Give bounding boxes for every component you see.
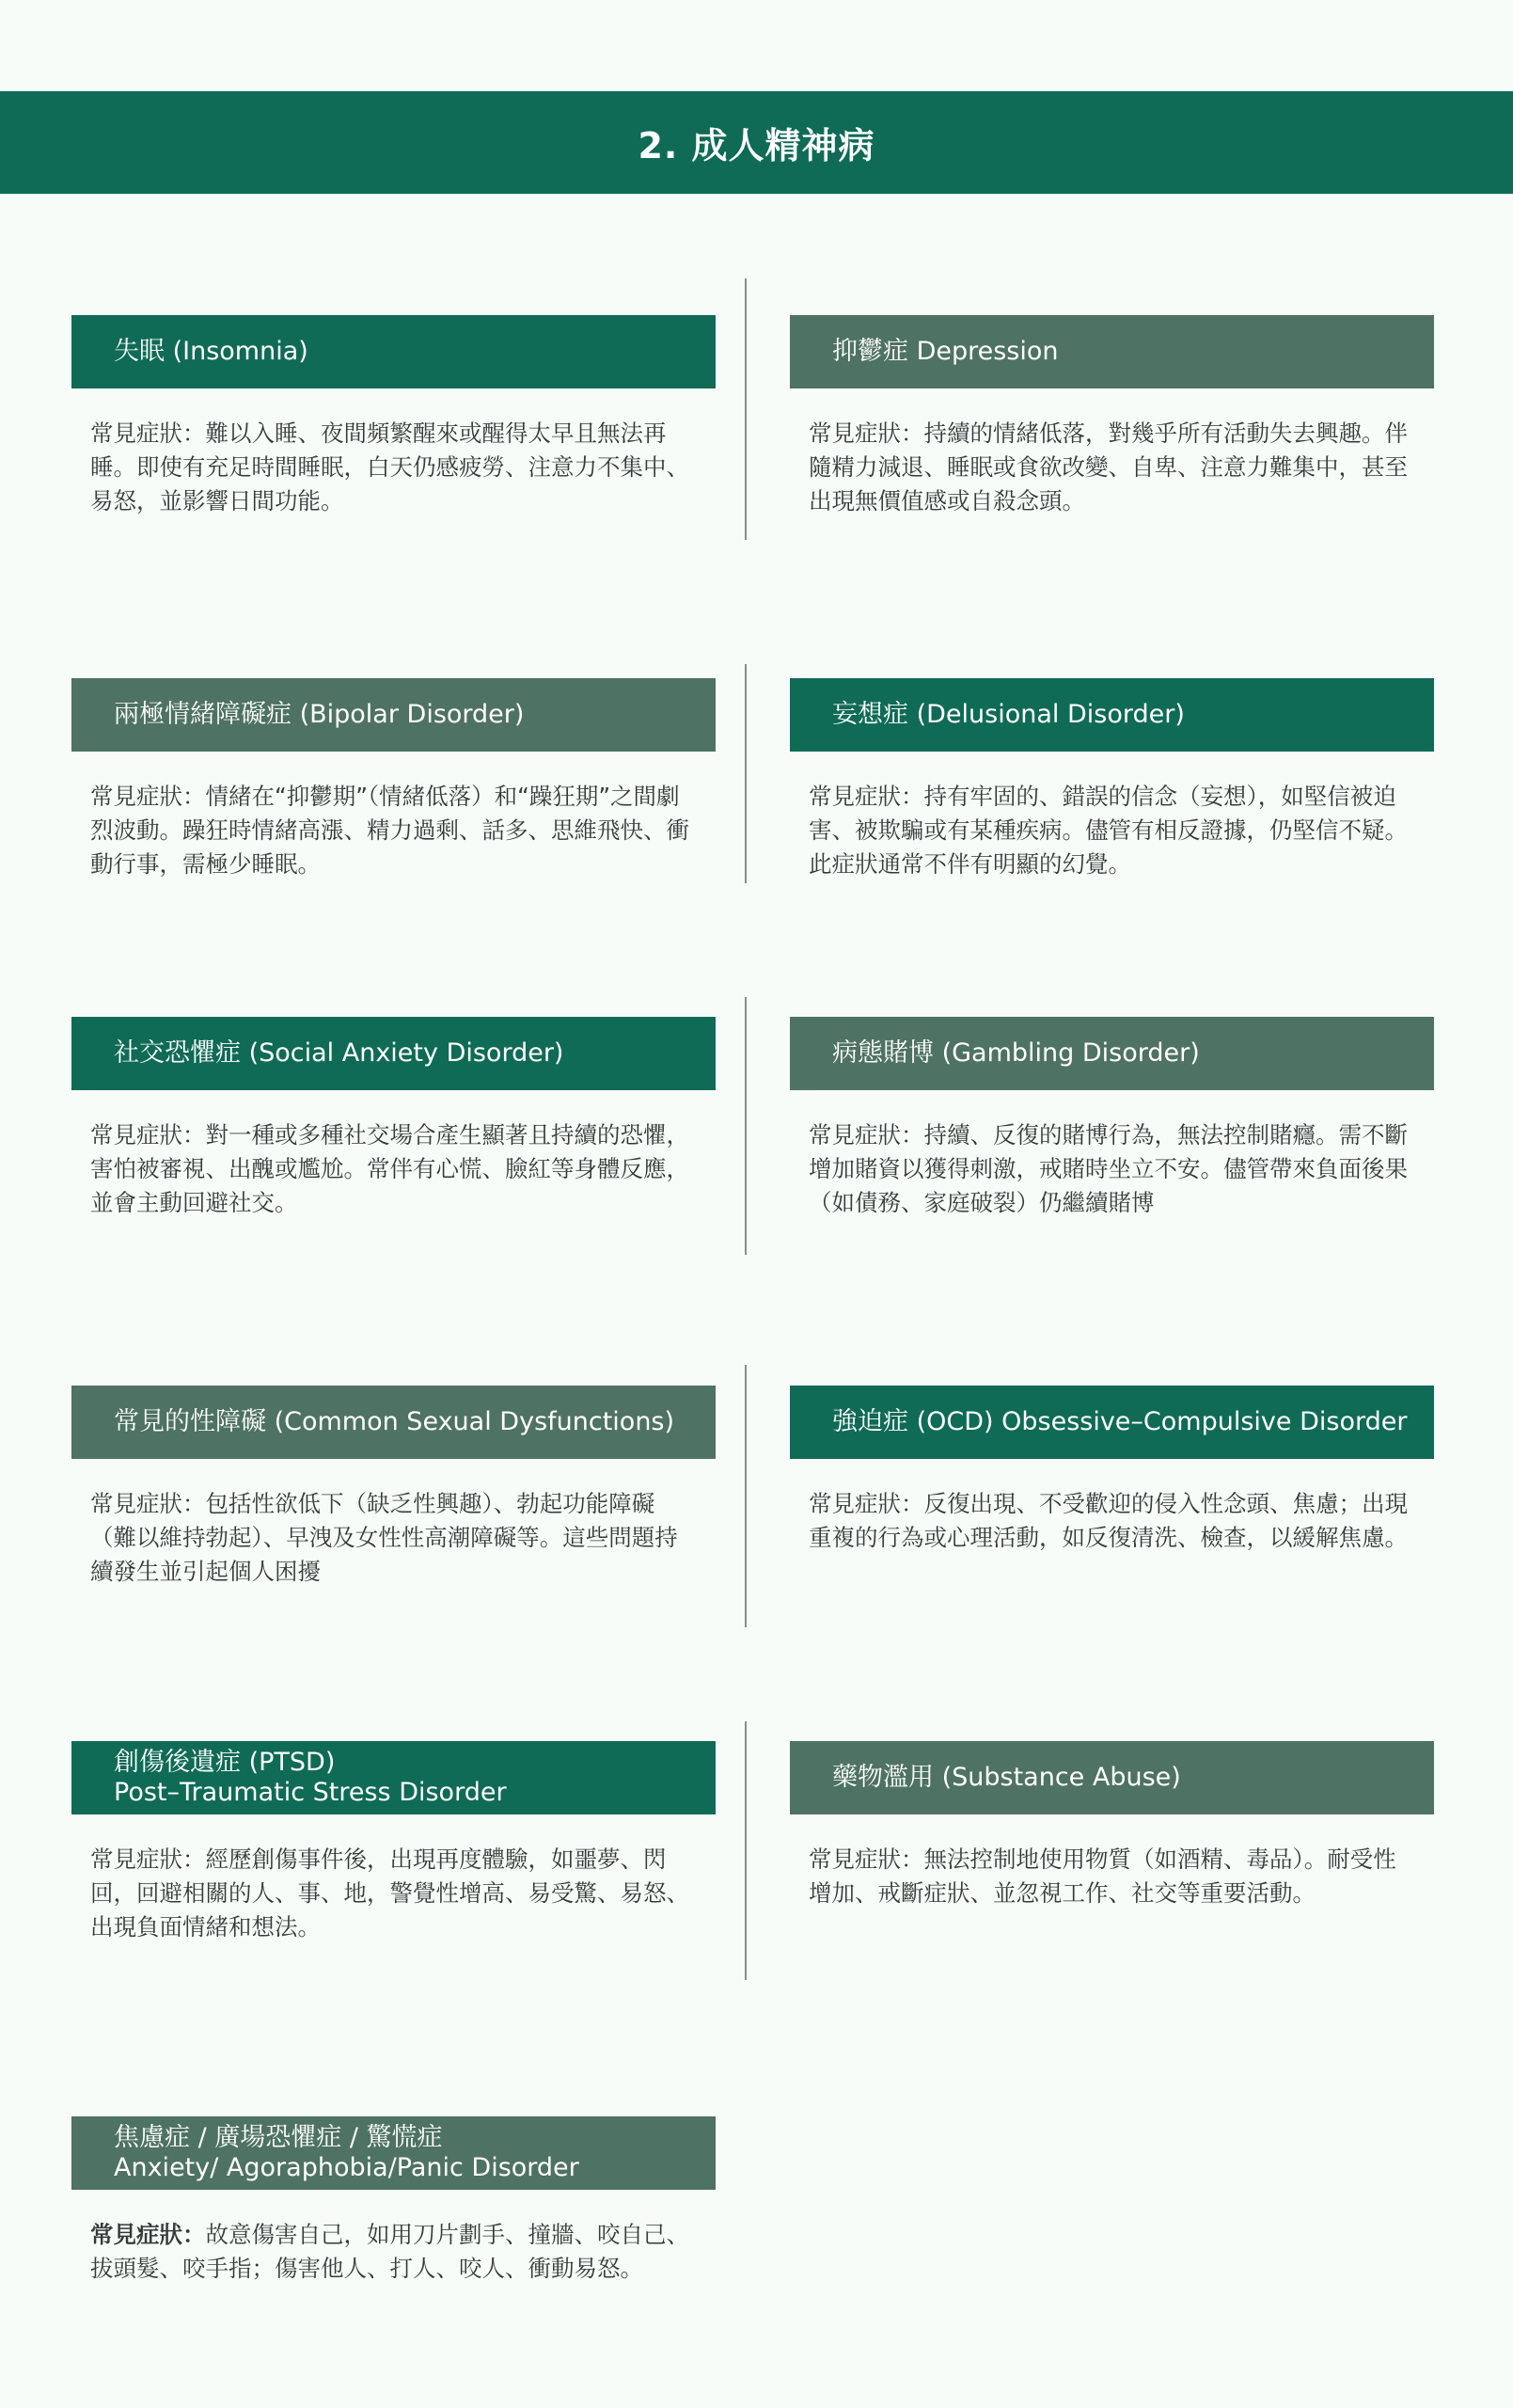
card-header xyxy=(71,2116,716,2190)
symptom-label: 常見症狀： xyxy=(90,1121,206,1149)
card-subtitle: Post–Traumatic Stress Disorder xyxy=(114,1778,507,1807)
card-header xyxy=(71,315,716,388)
column-divider xyxy=(745,997,747,1255)
card-body xyxy=(790,1487,1434,1555)
symptom-label: 常見症狀： xyxy=(90,420,206,447)
card-title: 失眠 (Insomnia) xyxy=(114,337,308,366)
card-body xyxy=(71,2218,716,2286)
card-header xyxy=(71,678,716,752)
symptom-text: 包括性欲低下（缺乏性興趣）、勃起功能障礙（難以維持勃起）、早洩及女性性高潮障礙等。這些問題持續發生並引起個人困擾 xyxy=(90,1490,678,1585)
card-bipolar xyxy=(71,678,716,881)
card-sexual-dysfunctions xyxy=(71,1386,716,1589)
card-body xyxy=(71,1487,716,1589)
card-body xyxy=(790,417,1434,518)
symptom-text: 經歷創傷事件後，出現再度體驗，如噩夢、閃回，回避相關的人、事、地，警覺性增高、易受驚、易怒、出現負面情緒和想法。 xyxy=(90,1846,689,1941)
symptom-text: 無法控制地使用物質（如酒精、毒品）。耐受性增加、戒斷症狀、並忽視工作、社交等重要活動。 xyxy=(809,1846,1396,1907)
card-title: 強迫症 (OCD) Obsessive–Compulsive Disorder xyxy=(832,1407,1408,1436)
section-title: 2. 成人精神病 xyxy=(638,125,875,166)
symptom-label: 常見症狀： xyxy=(809,420,924,447)
symptom-label: 常見症狀： xyxy=(809,783,924,810)
card-header xyxy=(790,1386,1434,1459)
card-body xyxy=(71,780,716,881)
card-body xyxy=(790,780,1434,881)
card-delusional xyxy=(790,678,1434,881)
card-social-anxiety xyxy=(71,1017,716,1220)
card-title: 兩極情緒障礙症 (Bipolar Disorder) xyxy=(114,700,525,729)
card-header xyxy=(71,1017,716,1090)
card-ocd xyxy=(790,1386,1434,1555)
symptom-text: 持續的情緒低落，對幾乎所有活動失去興趣。伴隨精力減退、睡眠或食欲改變、自卑、注意力難集中，甚至出現無價值感或自殺念頭。 xyxy=(809,420,1408,515)
card-anxiety-agoraphobia-panic xyxy=(71,2116,716,2286)
card-title: 社交恐懼症 (Social Anxiety Disorder) xyxy=(114,1038,564,1068)
card-title: 常見的性障礙 (Common Sexual Dysfunctions) xyxy=(114,1407,675,1436)
symptom-label: 常見症狀： xyxy=(809,1490,924,1517)
card-body xyxy=(71,1843,716,1944)
symptom-text: 故意傷害自己，如用刀片劃手、撞牆、咬自己、拔頭髮、咬手指；傷害他人、打人、咬人、衝動易怒。 xyxy=(90,2221,689,2282)
symptom-label: 常見症狀： xyxy=(809,1846,924,1873)
card-header xyxy=(790,1741,1434,1814)
card-body xyxy=(790,1843,1434,1910)
card-title: 藥物濫用 (Substance Abuse) xyxy=(832,1763,1181,1792)
card-substance-abuse xyxy=(790,1741,1434,1910)
card-insomnia xyxy=(71,315,716,518)
column-divider xyxy=(745,1721,747,1980)
symptom-text: 持有牢固的、錯誤的信念（妄想），如堅信被迫害、被欺騙或有某種疾病。儘管有相反證據，仍堅信不疑。此症狀通常不伴有明顯的幻覺。 xyxy=(809,783,1408,878)
card-title: 焦慮症 / 廣場恐懼症 / 驚慌症 xyxy=(114,2123,443,2152)
card-title: 創傷後遺症 (PTSD) xyxy=(114,1748,336,1777)
symptom-label: 常見症狀： xyxy=(90,1490,206,1517)
section-title-banner xyxy=(0,91,1513,194)
card-header xyxy=(790,678,1434,752)
card-body xyxy=(71,1118,716,1220)
card-title: 妄想症 (Delusional Disorder) xyxy=(832,700,1185,729)
card-subtitle: Anxiety/ Agoraphobia/Panic Disorder xyxy=(114,2153,579,2182)
symptom-text: 情緒在“抑鬱期”（情緒低落）和“躁狂期”之間劇烈波動。躁狂時情緒高漲、精力過剩、話多、思維飛快、衝動行事，需極少睡眠。 xyxy=(90,783,689,878)
symptom-label: 常見症狀： xyxy=(90,2221,206,2248)
card-ptsd xyxy=(71,1741,716,1944)
card-header xyxy=(790,1017,1434,1090)
symptom-text: 對一種或多種社交場合產生顯著且持續的恐懼，害怕被審視、出醜或尷尬。常伴有心慌、臉紅等身體反應，並會主動回避社交。 xyxy=(90,1121,689,1216)
card-body xyxy=(790,1118,1434,1220)
card-title: 抑鬱症 Depression xyxy=(832,337,1059,366)
card-depression xyxy=(790,315,1434,518)
column-divider xyxy=(745,664,747,883)
card-header xyxy=(71,1386,716,1459)
symptom-label: 常見症狀： xyxy=(90,783,206,810)
card-gambling xyxy=(790,1017,1434,1220)
symptom-text: 反復出現、不受歡迎的侵入性念頭、焦慮；出現重複的行為或心理活動，如反復清洗、檢查，以緩解焦慮。 xyxy=(809,1490,1408,1551)
symptom-label: 常見症狀： xyxy=(809,1121,924,1149)
column-divider xyxy=(745,1365,747,1627)
symptom-text: 持續、反復的賭博行為，無法控制賭癮。需不斷增加賭資以獲得刺激，戒賭時坐立不安。儘管帶來負面後果（如債務、家庭破裂）仍繼續賭博 xyxy=(809,1121,1408,1216)
symptom-label: 常見症狀： xyxy=(90,1846,206,1873)
card-body xyxy=(71,417,716,518)
symptom-text: 難以入睡、夜間頻繁醒來或醒得太早且無法再睡。即使有充足時間睡眠，白天仍感疲勞、注意力不集中、易怒，並影響日間功能。 xyxy=(90,420,689,515)
card-header xyxy=(71,1741,716,1814)
card-header xyxy=(790,315,1434,388)
card-title: 病態賭博 (Gambling Disorder) xyxy=(832,1038,1200,1068)
column-divider xyxy=(745,278,747,540)
